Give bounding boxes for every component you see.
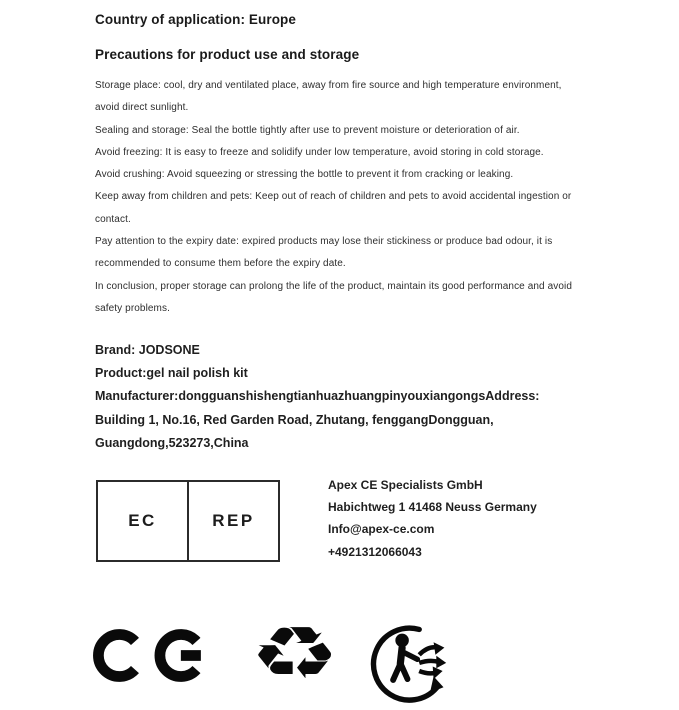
mobius-loop-recycling-icon [238, 610, 352, 698]
precaution-line: Sealing and storage: Seal the bottle tightly after use to prevent moisture or deterioration of air. [95, 124, 520, 136]
precaution-line: Pay attention to the expiry date: expired products may lose their stickiness or produce bad odour, it is [95, 236, 553, 248]
precaution-line: Storage place: cool, dry and ventilated place, away from fire source and high temperature environment, [95, 80, 562, 91]
country-of-application-heading: Country of application: Europe [95, 12, 296, 27]
precaution-line: Keep away from children and pets: Keep out of reach of children and pets to avoid accidental ingestion or [95, 191, 572, 203]
ce-mark-icon [93, 626, 216, 685]
ec-rep-box [96, 480, 280, 562]
precautions-text-block [95, 75, 572, 320]
recycling-glyph: ♻ [250, 611, 340, 696]
ec-rep-left-cell: EC [98, 482, 189, 560]
triman-logo-icon [366, 617, 458, 707]
product-line: Product:gel nail polish kit [95, 366, 248, 381]
product-info-block [95, 339, 539, 455]
address-line: Building 1, No.16, Red Garden Road, Zhutang, fenggangDongguan, [95, 412, 494, 427]
contact-company-line: Apex CE Specialists GmbH [328, 478, 483, 492]
manufacturer-line: Manufacturer:dongguanshishengtianhuazhuangpinyouxiangongsAddress: [95, 389, 540, 404]
eu-representative-contact-block [328, 474, 537, 563]
precaution-line: contact. [95, 213, 131, 225]
address-line: Guangdong,523273,China [95, 435, 249, 450]
precaution-line: Avoid crushing: Avoid squeezing or stressing the bottle to prevent it from cracking or leaking. [95, 169, 514, 181]
precaution-line: Avoid freezing: It is easy to freeze and solidify under low temperature, avoid storing in cold storage. [95, 146, 544, 158]
ec-rep-right-cell: REP [212, 511, 255, 530]
contact-phone-line: +4921312066043 [328, 544, 422, 559]
precaution-line: In conclusion, proper storage can prolong the life of the product, maintain its good performance and avoid [95, 280, 572, 292]
precaution-line: avoid direct sunlight. [95, 102, 189, 114]
contact-email-line: Info@apex-ce.com [328, 522, 435, 537]
precaution-line: safety problems. [95, 302, 170, 314]
precaution-line: recommended to consume them before the expiry date. [95, 258, 346, 270]
brand-line: Brand: JODSONE [95, 343, 200, 357]
precautions-heading: Precautions for product use and storage [95, 47, 360, 62]
contact-address-line: Habichtweg 1 41468 Neuss Germany [328, 500, 537, 515]
